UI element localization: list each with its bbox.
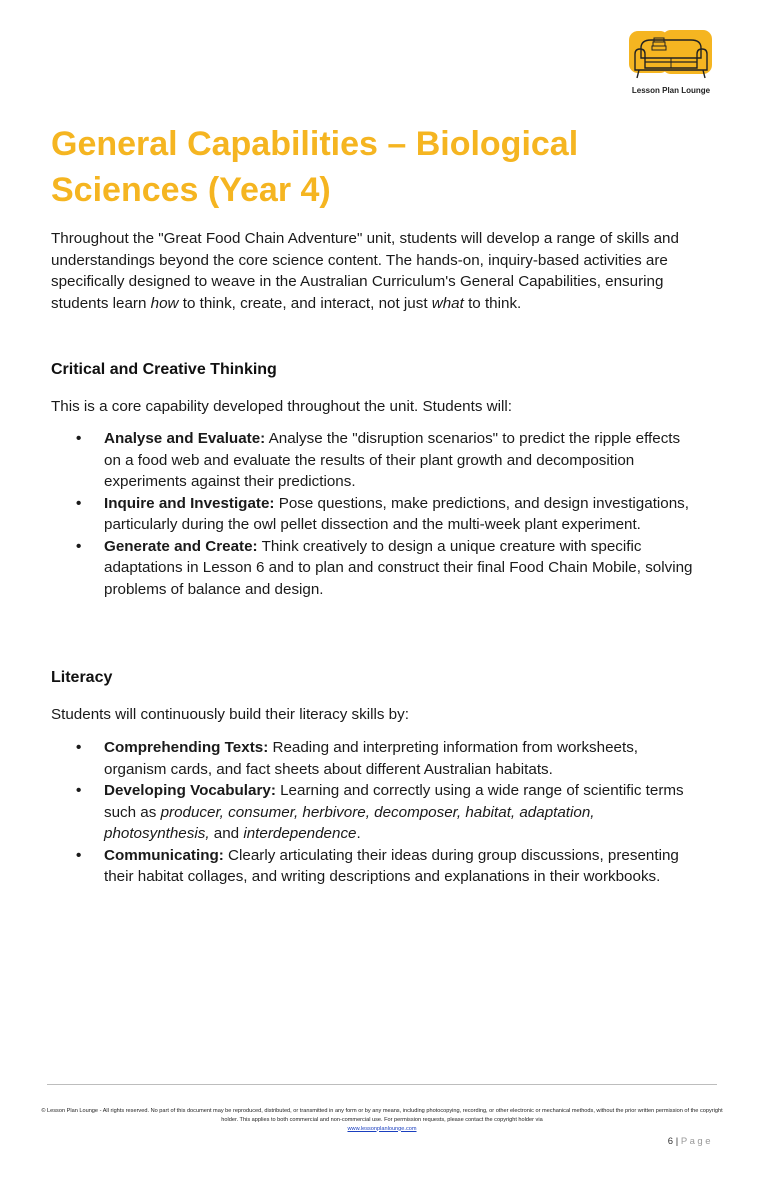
list-item: • Communicating: Clearly articulating their ideas during group discussions, presenting their habitat collages, and writing descriptions and explanations in their workbooks. xyxy=(76,846,679,885)
literacy-lead: Students will continuously build their literacy skills by: xyxy=(51,706,409,723)
literacy-list xyxy=(51,737,701,888)
bullet-icon: • xyxy=(76,537,82,555)
sofa-icon xyxy=(627,28,715,86)
footer-copyright: © Lesson Plan Lounge - All rights reserved. No part of this document may be reproduced, distributed, or transmitted in any form or by any means, including photocopying, recording, or other electronic or mechanical methods, without the prior written permission of the copyright holder. This applies to both commercial and non-commercial use. For permission requests, please contact the copyright holder via www.lessonplanlounge.com xyxy=(41,1108,723,1132)
bullet-icon: • xyxy=(76,430,82,447)
brand-logo xyxy=(627,28,715,98)
list-item: • Developing Vocabulary: Learning and correctly using a wide range of scientific terms such as producer, consumer, herbivore, decomposer, habitat, adaptation, photosynthesis, and interdependence. xyxy=(76,782,684,842)
list-item: • Comprehending Texts: Reading and interpreting information from worksheets, organism cards, and fact sheets about different Australian habitats. xyxy=(76,739,639,778)
intro-paragraph: Throughout the "Great Food Chain Adventure" unit, students will develop a range of skills and understandings beyond the core science content. The hands-on, inquiry-based activities are specifically designed to weave in the Australian Curriculum's General Capabilities, ensuring students learn how to think, create, and interact, not just what to think. xyxy=(51,230,679,312)
literacy-heading: Literacy xyxy=(51,669,113,686)
bullet-icon: • xyxy=(76,739,82,756)
critical-thinking-list xyxy=(51,428,701,600)
critical-thinking-heading: Critical and Creative Thinking xyxy=(51,361,277,378)
bullet-icon: • xyxy=(76,782,82,799)
list-item: • Generate and Create: Think creatively to design a unique creature with specific adaptations in Lesson 6 and to plan and construct their final Food Chain Mobile, solving problems of balance and design. xyxy=(76,537,693,598)
page-title: General Capabilities – Biological Sciences (Year 4) xyxy=(51,125,579,209)
critical-thinking-lead: This is a core capability developed throughout the unit. Students will: xyxy=(51,398,512,415)
bullet-icon: • xyxy=(76,846,82,864)
list-item: • Inquire and Investigate: Pose questions, make predictions, and design investigations, particularly during the owl pellet dissection and the multi-week plant experiment. xyxy=(76,494,689,533)
list-item: • Analyse and Evaluate: Analyse the "disruption scenarios" to predict the ripple effects on a food web and evaluate the results of their plant growth and decomposition experiments against their predictions. xyxy=(76,430,681,490)
footer-divider xyxy=(47,1084,717,1085)
page-number: 6 | Page xyxy=(667,1136,713,1147)
bullet-icon: • xyxy=(76,494,82,512)
logo-text: Lesson Plan Lounge xyxy=(631,86,711,95)
website-link[interactable]: www.lessonplanlounge.com xyxy=(347,1125,417,1132)
